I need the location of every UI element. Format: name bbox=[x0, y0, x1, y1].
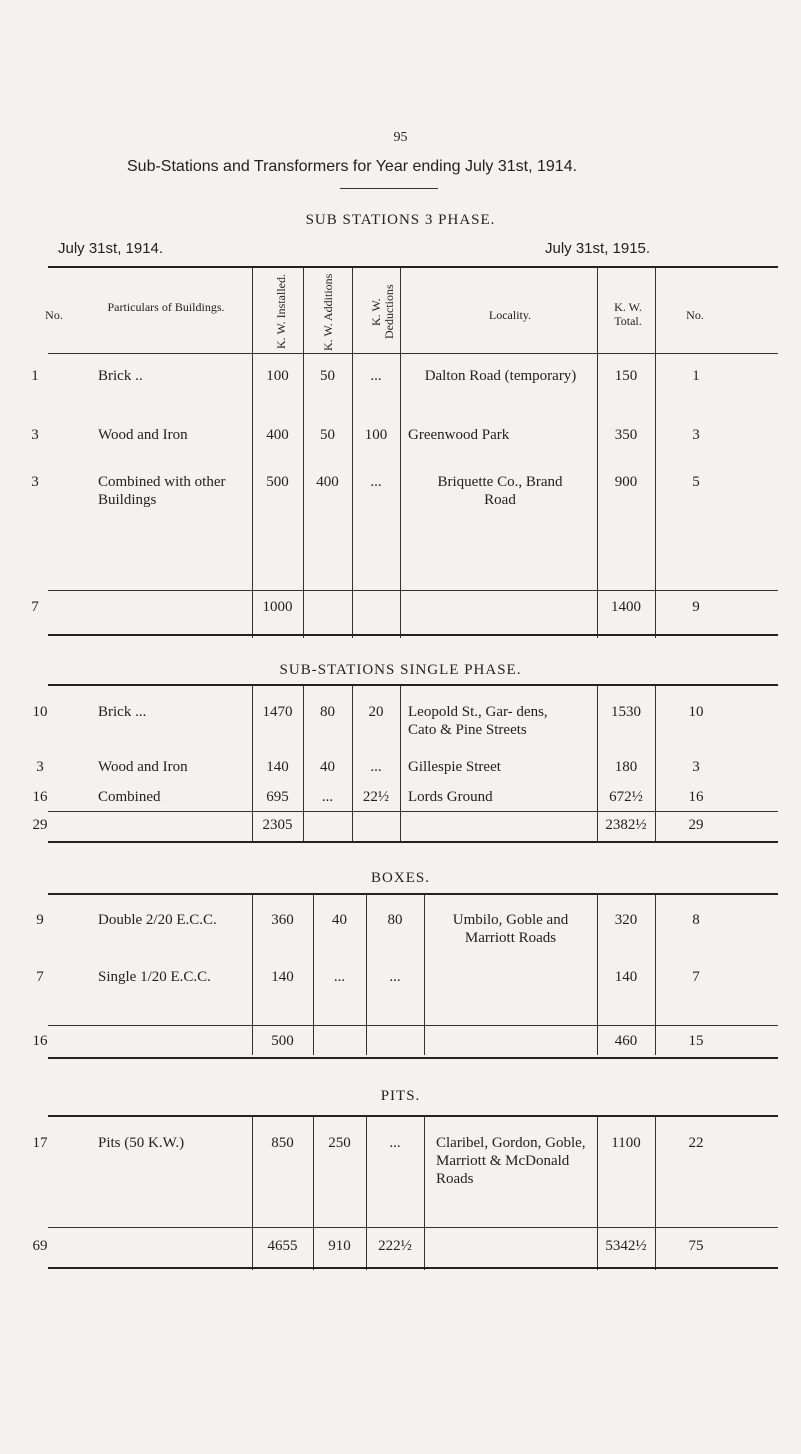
cell-installed: 100 bbox=[266, 368, 289, 384]
rule bbox=[48, 1227, 778, 1228]
col-rule bbox=[424, 895, 425, 1055]
cell-no: 16 bbox=[32, 789, 48, 805]
cell-locality: Lords Ground bbox=[408, 789, 493, 805]
total-no: 29 bbox=[32, 817, 48, 833]
title-divider bbox=[340, 188, 438, 189]
header-kw-total: K. W. Total. bbox=[614, 300, 642, 328]
col-rule bbox=[352, 268, 353, 638]
cell-additions: ... bbox=[321, 789, 334, 805]
cell-additions: 40 bbox=[332, 912, 347, 928]
total-no: 7 bbox=[31, 599, 39, 615]
cell-no: 1 bbox=[31, 368, 39, 384]
cell-installed: 360 bbox=[271, 912, 294, 928]
cell-no: 3 bbox=[36, 759, 44, 775]
cell-particulars: Brick ... bbox=[98, 704, 147, 720]
col-rule bbox=[252, 268, 253, 638]
rule bbox=[48, 634, 778, 636]
total-installed: 1000 bbox=[262, 599, 293, 615]
rule bbox=[48, 266, 778, 268]
col-rule bbox=[655, 686, 656, 841]
cell-deductions: 22½ bbox=[362, 789, 390, 805]
cell-locality: Greenwood Park bbox=[408, 427, 510, 443]
cell-no: 9 bbox=[36, 912, 44, 928]
cell-deductions: ... bbox=[370, 368, 382, 384]
cell-no2: 3 bbox=[692, 427, 700, 443]
cell-no2: 7 bbox=[692, 969, 700, 985]
rule bbox=[48, 1025, 778, 1026]
date-right: July 31st, 1915. bbox=[545, 240, 651, 257]
total-total: 5342½ bbox=[605, 1238, 647, 1254]
header-kw-deductions: K. W. Deductions bbox=[369, 284, 396, 340]
cell-total: 1100 bbox=[611, 1135, 641, 1151]
cell-locality: Gillespie Street bbox=[408, 759, 501, 775]
rule bbox=[48, 1057, 778, 1059]
cell-additions: 50 bbox=[320, 427, 335, 443]
cell-total: 1530 bbox=[611, 704, 641, 720]
cell-total: 140 bbox=[614, 969, 638, 985]
rule bbox=[48, 893, 778, 895]
cell-no2: 3 bbox=[692, 759, 700, 775]
cell-locality: Claribel, Gordon, Goble, Marriott & McDonald Roads bbox=[436, 1135, 586, 1187]
cell-total: 180 bbox=[614, 759, 638, 775]
col-rule bbox=[400, 268, 401, 638]
cell-no: 17 bbox=[32, 1135, 48, 1151]
col-rule bbox=[655, 268, 656, 638]
date-left: July 31st, 1914. bbox=[58, 240, 164, 257]
cell-locality: Briquette Co., Brand Road bbox=[437, 474, 563, 508]
cell-total: 320 bbox=[614, 912, 638, 928]
total-deductions: 222½ bbox=[378, 1238, 412, 1254]
page-number: 95 bbox=[393, 130, 408, 145]
col-rule bbox=[597, 268, 598, 638]
header-kw-installed: K. W. Installed. bbox=[274, 274, 288, 350]
cell-total: 900 bbox=[614, 474, 638, 490]
total-total: 1400 bbox=[611, 599, 641, 615]
total-no2: 15 bbox=[688, 1033, 704, 1049]
cell-particulars: Brick .. bbox=[98, 368, 143, 384]
total-installed: 4655 bbox=[267, 1238, 298, 1254]
rule bbox=[48, 811, 778, 812]
cell-additions: 400 bbox=[316, 474, 339, 490]
total-no: 16 bbox=[32, 1033, 48, 1049]
header-particulars: Particulars of Buildings. bbox=[107, 300, 225, 314]
cell-particulars: Wood and Iron bbox=[98, 759, 188, 775]
cell-particulars: Double 2/20 E.C.C. bbox=[98, 912, 217, 928]
cell-installed: 140 bbox=[266, 759, 289, 775]
header-kw-additions: K. W. Additions bbox=[321, 273, 335, 351]
section-title-pits: PITS. bbox=[380, 1088, 421, 1104]
cell-particulars: Combined with other Buildings bbox=[98, 474, 226, 508]
rule bbox=[48, 590, 778, 591]
rule bbox=[48, 684, 778, 686]
cell-deductions: ... bbox=[389, 1135, 401, 1151]
cell-no: 3 bbox=[31, 427, 39, 443]
total-no2: 29 bbox=[688, 817, 704, 833]
cell-installed: 500 bbox=[266, 474, 289, 490]
rule bbox=[48, 841, 778, 843]
section-title-boxes: BOXES. bbox=[371, 870, 430, 886]
cell-particulars: Single 1/20 E.C.C. bbox=[98, 969, 211, 985]
cell-deductions: 20 bbox=[368, 704, 384, 720]
main-title: Sub-Stations and Transformers for Year ending July 31st, 1914. bbox=[127, 158, 578, 175]
cell-deductions: ... bbox=[370, 759, 382, 775]
cell-particulars: Pits (50 K.W.) bbox=[98, 1135, 185, 1151]
cell-additions: 50 bbox=[320, 368, 335, 384]
col-rule bbox=[400, 686, 401, 841]
cell-no: 3 bbox=[31, 474, 39, 490]
total-total: 2382½ bbox=[605, 817, 647, 833]
col-rule bbox=[424, 1117, 425, 1270]
cell-no2: 8 bbox=[692, 912, 700, 928]
cell-no: 7 bbox=[36, 969, 44, 985]
cell-no2: 16 bbox=[688, 789, 704, 805]
cell-additions: 40 bbox=[320, 759, 335, 775]
cell-no2: 1 bbox=[692, 368, 700, 384]
cell-total: 672½ bbox=[609, 789, 643, 805]
total-additions: 910 bbox=[328, 1238, 351, 1254]
col-rule bbox=[303, 268, 304, 638]
cell-total: 350 bbox=[614, 427, 638, 443]
total-no2: 75 bbox=[688, 1238, 704, 1254]
cell-additions: 80 bbox=[320, 704, 335, 720]
section-title-single-phase: SUB-STATIONS SINGLE PHASE. bbox=[279, 662, 522, 678]
cell-locality: Dalton Road (temporary) bbox=[424, 368, 577, 384]
cell-installed: 400 bbox=[266, 427, 289, 443]
cell-installed: 140 bbox=[271, 969, 294, 985]
total-total: 460 bbox=[614, 1033, 638, 1049]
header-no: No. bbox=[45, 308, 63, 322]
cell-deductions: ... bbox=[389, 969, 401, 985]
rule bbox=[48, 353, 778, 354]
cell-no2: 22 bbox=[688, 1135, 704, 1151]
cell-deductions: 100 bbox=[364, 427, 388, 443]
cell-total: 150 bbox=[614, 368, 638, 384]
total-installed: 2305 bbox=[262, 817, 293, 833]
cell-installed: 695 bbox=[266, 789, 289, 805]
cell-installed: 850 bbox=[271, 1135, 294, 1151]
rule bbox=[48, 1115, 778, 1117]
cell-no: 10 bbox=[32, 704, 48, 720]
cell-particulars: Combined bbox=[98, 789, 161, 805]
col-rule bbox=[655, 1117, 656, 1270]
cell-deductions: 80 bbox=[387, 912, 403, 928]
cell-locality: Leopold St., Gar- dens, Cato & Pine Streets bbox=[408, 704, 548, 738]
cell-no2: 10 bbox=[688, 704, 704, 720]
rule bbox=[48, 1267, 778, 1269]
cell-deductions: ... bbox=[370, 474, 382, 490]
cell-particulars: Wood and Iron bbox=[98, 427, 188, 443]
cell-installed: 1470 bbox=[262, 704, 293, 720]
section-title-three-phase: SUB STATIONS 3 PHASE. bbox=[305, 212, 496, 228]
cell-additions: ... bbox=[333, 969, 346, 985]
cell-locality: Umbilo, Goble and Marriott Roads bbox=[452, 912, 569, 946]
cell-additions: 250 bbox=[328, 1135, 351, 1151]
cell-no2: 5 bbox=[692, 474, 700, 490]
header-no2: No. bbox=[686, 308, 704, 322]
total-no: 69 bbox=[32, 1238, 48, 1254]
total-installed: 500 bbox=[271, 1033, 294, 1049]
total-no2: 9 bbox=[692, 599, 700, 615]
header-locality: Locality. bbox=[488, 308, 532, 322]
col-rule bbox=[655, 895, 656, 1055]
